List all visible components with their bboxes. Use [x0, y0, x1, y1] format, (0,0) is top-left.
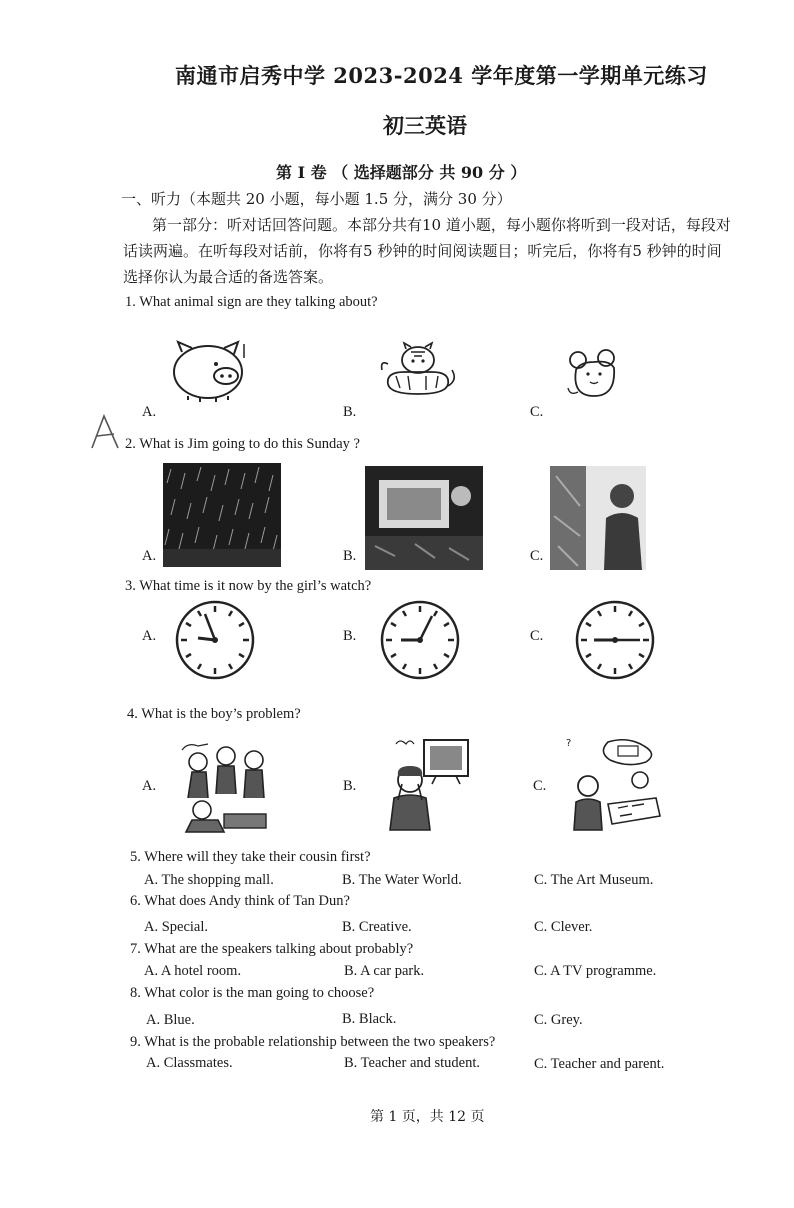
q2-label-c: C.	[530, 548, 544, 564]
q4-label-c: C.	[533, 778, 547, 794]
q4-label-b: B.	[343, 778, 357, 794]
q6-option-b: B. Creative.	[342, 919, 412, 935]
question-9-stem: 9. What is the probable relationship between the two speakers?	[130, 1034, 496, 1050]
q3-label-b: B.	[343, 628, 357, 644]
group-sketch	[178, 738, 270, 834]
q5-option-b: B. The Water World.	[342, 872, 462, 888]
mouse-icon	[566, 348, 622, 400]
desk-sketch	[566, 736, 662, 832]
q2-label-b: B.	[343, 548, 357, 564]
q8-option-a: A. Blue.	[146, 1012, 195, 1028]
question-7-stem: 7. What are the speakers talking about probably?	[130, 941, 414, 957]
pig-icon	[168, 336, 250, 402]
instructions-line-3: 选择你认为最合适的备选答案。	[123, 268, 334, 286]
q9-option-c: C. Teacher and parent.	[534, 1056, 665, 1072]
person-photo	[550, 466, 646, 570]
instructions-line-2: 话读两遍。在听每段对话前，你将有5 秒钟的时间阅读题目；听完后，你将有5 秒钟的时间	[123, 242, 722, 260]
section-heading: 一、听力（本题共 20 小题，每小题 1.5 分，满分 30 分）	[121, 190, 512, 208]
subject-title: 初三英语	[383, 113, 467, 138]
question-4-stem: 4. What is the boy’s problem?	[127, 706, 301, 722]
clock-c	[570, 598, 660, 682]
tiger-icon	[378, 340, 458, 396]
question-3-stem: 3. What time is it now by the girl’s watch?	[125, 578, 372, 594]
q3-label-a: A.	[142, 628, 157, 644]
q9-option-a: A. Classmates.	[146, 1055, 233, 1071]
q1-label-c: C.	[530, 404, 544, 420]
q9-option-b: B. Teacher and student.	[344, 1055, 481, 1071]
clock-a	[170, 598, 260, 682]
q3-label-c: C.	[530, 628, 544, 644]
handwritten-mark	[88, 412, 122, 452]
q6-option-c: C. Clever.	[534, 919, 593, 935]
q7-option-c: C. A TV programme.	[534, 963, 657, 979]
question-6-stem: 6. What does Andy think of Tan Dun?	[130, 893, 350, 909]
q5-option-c: C. The Art Museum.	[534, 872, 654, 888]
question-8-stem: 8. What color is the man going to choose?	[130, 985, 375, 1001]
q7-option-b: B. A car park.	[344, 963, 425, 979]
q1-label-a: A.	[142, 404, 157, 420]
q8-option-b: B. Black.	[342, 1011, 397, 1027]
tv-sketch	[380, 736, 472, 832]
q5-option-a: A. The shopping mall.	[144, 872, 274, 888]
svg-text:?: ?	[566, 738, 572, 749]
q2-label-a: A.	[142, 548, 157, 564]
part-heading: 第 I 卷 （ 选择题部分 共 90 分 ）	[276, 163, 527, 182]
q7-option-a: A. A hotel room.	[144, 963, 242, 979]
question-2-stem: 2. What is Jim going to do this Sunday ?	[125, 436, 360, 452]
q4-label-a: A.	[142, 778, 157, 794]
question-1-stem: 1. What animal sign are they talking about?	[125, 294, 378, 310]
screen-photo	[365, 466, 483, 570]
q8-option-c: C. Grey.	[534, 1012, 583, 1028]
q6-option-a: A. Special.	[144, 919, 209, 935]
question-5-stem: 5. Where will they take their cousin first?	[130, 849, 371, 865]
page-footer: 第 1 页，共 12 页	[370, 1109, 485, 1125]
clock-b	[375, 598, 465, 682]
page-title: 南通市启秀中学 2023-2024 学年度第一学期单元练习	[175, 63, 708, 88]
rain-photo	[163, 463, 281, 567]
q1-label-b: B.	[343, 404, 357, 420]
instructions-line-1: 第一部分：听对话回答问题。本部分共有10 道小题，每小题你将听到一段对话，每段对	[152, 216, 731, 234]
